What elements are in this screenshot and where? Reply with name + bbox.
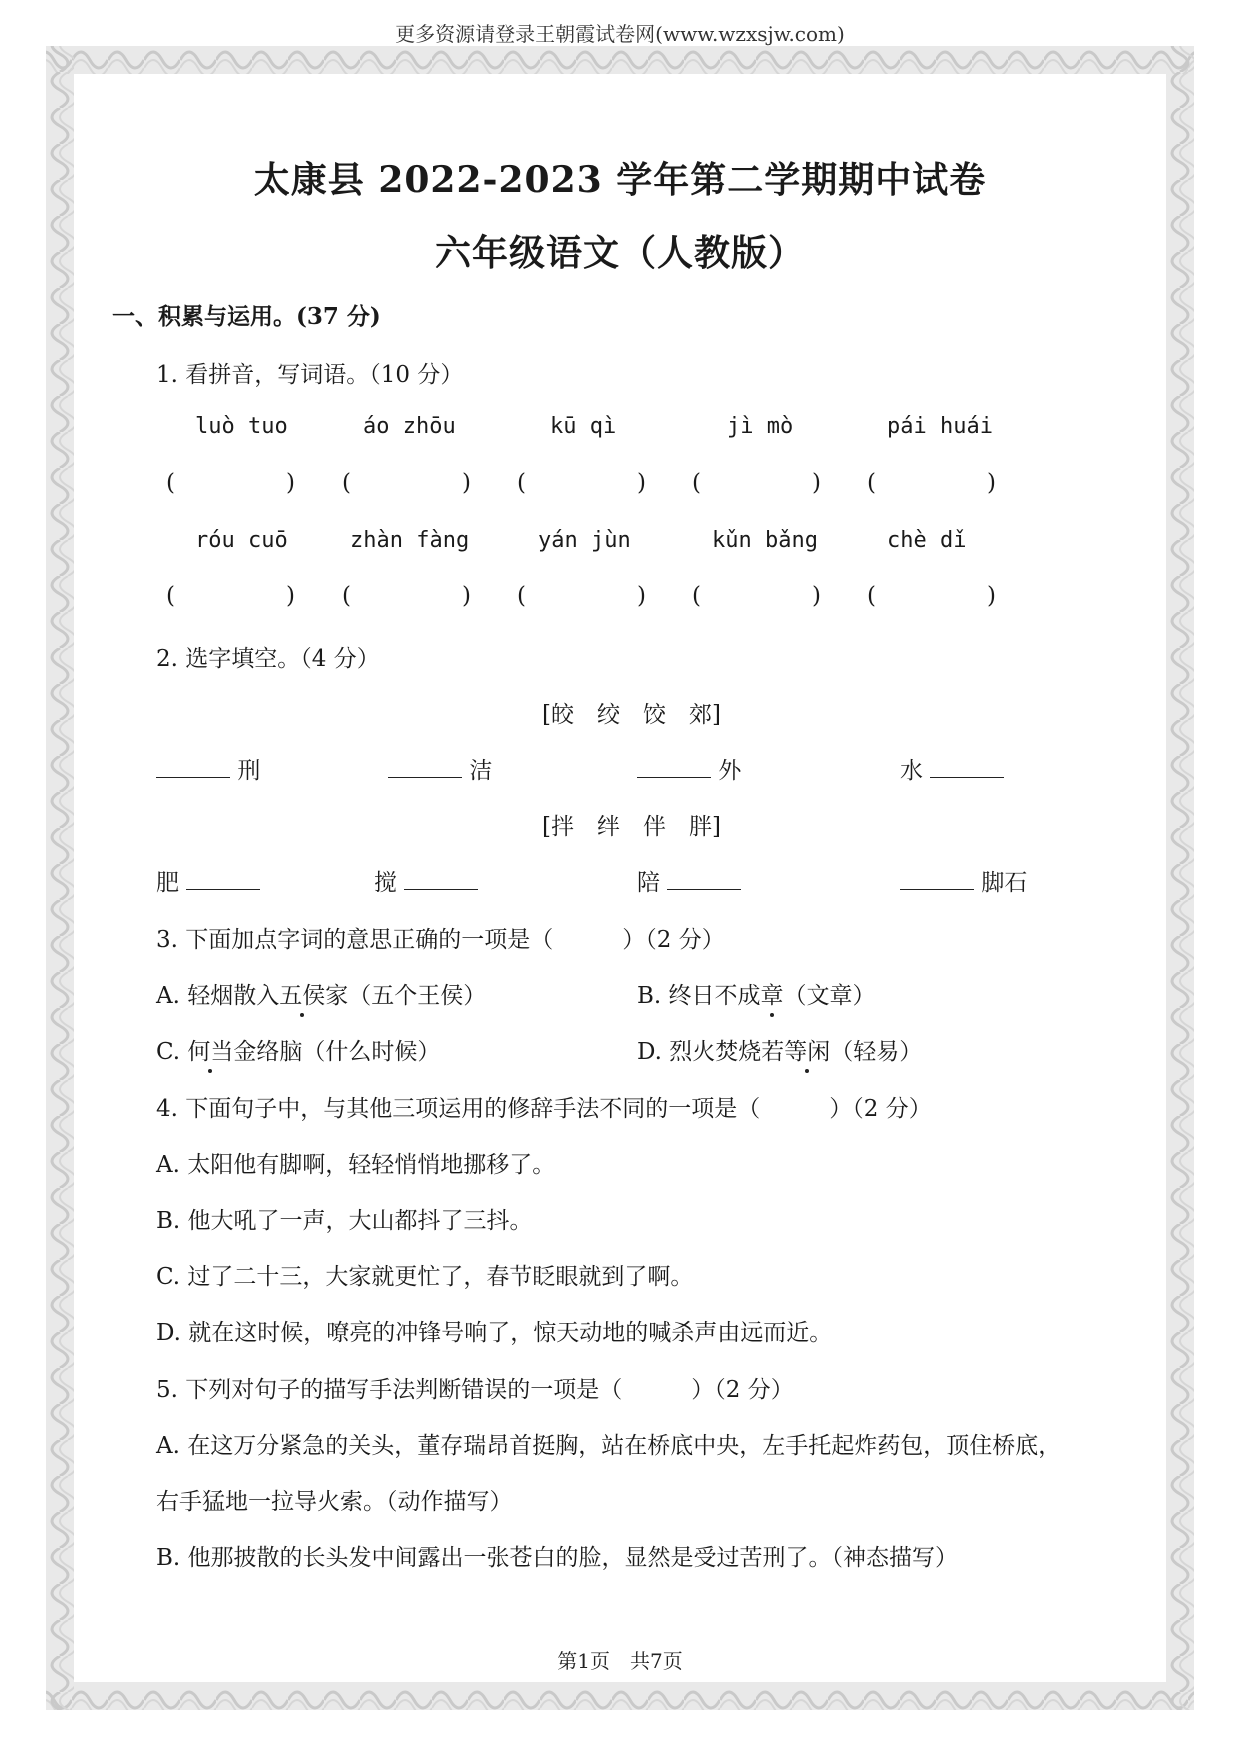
q1-pinyin: kǔn bǎng [712, 528, 818, 553]
q1-pinyin: yán jùn [538, 528, 631, 553]
q3-prompt: 3. 下面加点字词的意思正确的一项是（ ）（2 分） [156, 927, 725, 953]
answer-paren-close: ) [987, 470, 996, 496]
answer-paren-close: ) [987, 583, 996, 609]
answer-blank[interactable] [930, 757, 1004, 778]
dotted-term: 章 [760, 983, 784, 1009]
q5-prompt: 5. 下列对句子的描写手法判断错误的一项是（ ）（2 分） [156, 1377, 794, 1403]
dotted-term: 何当 [187, 1039, 234, 1065]
answer-blank[interactable] [156, 757, 230, 778]
answer-blank[interactable] [388, 757, 462, 778]
q4-option-a: A. 太阳他有脚啊，轻轻悄悄地挪移了。 [156, 1152, 556, 1178]
q2-fill-item: 搅 [374, 864, 478, 897]
answer-paren-close: ) [812, 583, 821, 609]
answer-paren-close: ) [637, 470, 646, 496]
answer-blank[interactable] [667, 869, 741, 890]
q3-option-d: D. 烈火焚烧若等闲（轻易） [637, 1039, 923, 1065]
q5-option-b: B. 他那披散的长头发中间露出一张苍白的脸，显然是受过苦刑了。（神态描写） [156, 1545, 959, 1571]
q1-prompt: 1. 看拼音，写词语。（10 分） [156, 362, 464, 388]
answer-paren-close: ) [286, 470, 295, 496]
header-note: 更多资源请登录王朝霞试卷网(www.wzxsjw.com) [395, 22, 845, 46]
dotted-term: 等闲 [784, 1039, 831, 1065]
q2-fill-item: 外 [637, 752, 741, 785]
q2-fill-item: 洁 [388, 752, 492, 785]
answer-paren-open: ( [692, 470, 701, 496]
page-subtitle: 六年级语文（人教版） [434, 232, 805, 274]
answer-blank[interactable] [186, 869, 260, 890]
q2-group-1-chars: [皎 绞 饺 郊] [542, 702, 721, 728]
answer-paren-open: ( [517, 470, 526, 496]
q1-pinyin: kū qì [550, 414, 617, 439]
answer-paren-close: ) [812, 470, 821, 496]
q1-pinyin: áo zhōu [363, 414, 456, 439]
answer-paren-open: ( [342, 470, 351, 496]
answer-paren-open: ( [342, 583, 351, 609]
dotted-term: 五侯 [279, 983, 326, 1009]
q3-option-a: A. 轻烟散入五侯家（五个王侯） [156, 983, 487, 1009]
q1-pinyin: zhàn fàng [350, 528, 470, 553]
answer-blank[interactable] [637, 757, 711, 778]
answer-paren-close: ) [637, 583, 646, 609]
q1-pinyin: jì mò [727, 414, 794, 439]
q2-fill-item: 刑 [156, 752, 260, 785]
answer-paren-open: ( [867, 470, 876, 496]
answer-paren-open: ( [166, 583, 175, 609]
answer-paren-close: ) [286, 583, 295, 609]
q5-option-a-line-1: A. 在这万分紧急的关头，董存瑞昂首挺胸，站在桥底中央，左手托起炸药包，顶住桥底， [156, 1433, 1062, 1459]
answer-paren-open: ( [692, 583, 701, 609]
page-title: 太康县 2022-2023 学年第二学期期中试卷 [253, 159, 987, 201]
q4-option-b: B. 他大吼了一声，大山都抖了三抖。 [156, 1208, 533, 1234]
q2-fill-item: 陪 [637, 864, 741, 897]
q4-option-c: C. 过了二十三，大家就更忙了，春节眨眼就到了啊。 [156, 1264, 694, 1290]
q3-option-c: C. 何当金络脑（什么时候） [156, 1039, 441, 1065]
answer-blank[interactable] [900, 869, 974, 890]
q2-fill-item: 肥 [156, 864, 260, 897]
answer-paren-open: ( [166, 470, 175, 496]
q2-fill-item: 水 [900, 752, 1004, 785]
q2-fill-item: 脚石 [900, 864, 1027, 897]
answer-blank[interactable] [404, 869, 478, 890]
q4-prompt: 4. 下面句子中，与其他三项运用的修辞手法不同的一项是（ ）（2 分） [156, 1096, 932, 1122]
q2-group-2-chars: [拌 绊 伴 胖] [542, 814, 721, 840]
answer-paren-close: ) [462, 470, 471, 496]
q1-pinyin: chè dǐ [887, 528, 967, 553]
q1-pinyin: luò tuo [195, 414, 288, 439]
q5-option-a-line-2: 右手猛地一拉导火索。（动作描写） [156, 1489, 513, 1515]
answer-paren-open: ( [867, 583, 876, 609]
page-number-footer: 第1页 共7页 [557, 1649, 683, 1673]
answer-paren-close: ) [462, 583, 471, 609]
q1-pinyin: róu cuō [195, 528, 288, 553]
section-1-heading: 一、积累与运用。(37 分) [112, 303, 381, 330]
answer-paren-open: ( [517, 583, 526, 609]
q4-option-d: D. 就在这时候，嘹亮的冲锋号响了，惊天动地的喊杀声由远而近。 [156, 1320, 833, 1346]
q2-prompt: 2. 选字填空。（4 分） [156, 646, 380, 672]
q1-pinyin: pái huái [887, 414, 993, 439]
q3-option-b: B. 终日不成章（文章） [637, 983, 876, 1009]
